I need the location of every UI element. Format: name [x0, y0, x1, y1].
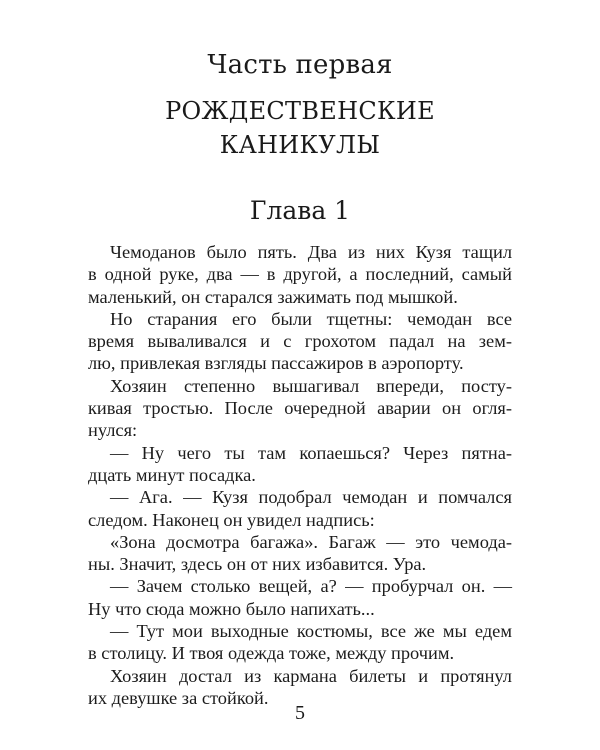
text-line: в одной руке, два — в другой, а последний, самый [88, 264, 512, 285]
text-line: нулся: [88, 420, 138, 441]
part-title-line-1: РОЖДЕСТВЕНСКИЕ [165, 97, 435, 125]
text-line: лю, привлекая взгляды пассажиров в аэропорту. [88, 353, 464, 374]
text-line: кивая тростью. После очередной аварии он огля- [88, 398, 512, 419]
text-line: — Тут мои выходные костюмы, все же мы едем [110, 621, 512, 642]
text-line: ны. Значит, здесь он от них избавится. Ура. [88, 554, 427, 575]
text-line: Ну что сюда можно было напихать... [88, 598, 375, 619]
text-line: Но старания его были тщетны: чемодан все [110, 308, 512, 329]
text-line: Чемоданов было пять. Два из них Кузя тащил [110, 242, 512, 262]
text-line: — Зачем столько вещей, а? — пробурчал он. — [110, 576, 512, 597]
text-line: следом. Наконец он увидел надпись: [88, 509, 375, 530]
text-line: в столицу. И твоя одежда тоже, между прочим. [88, 643, 455, 664]
text-line: «Зона досмотра багажа». Багаж — это чемода- [110, 531, 512, 552]
text-line: Хозяин степенно вышагивал впереди, посту- [110, 375, 512, 396]
text-line: маленький, он старался зажимать под мышкой. [88, 286, 458, 307]
text-line: время вываливался и с грохотом падал на зем- [88, 331, 512, 352]
page-number: 5 [295, 702, 305, 724]
part-title-line-2: КАНИКУЛЫ [219, 131, 381, 159]
chapter-body [88, 241, 512, 709]
text-line: их девушке за стойкой. [88, 687, 269, 708]
part-label: Часть первая [207, 50, 393, 80]
chapter-title: Глава 1 [249, 196, 351, 225]
text-line: — Ну чего ты там копаешься? Через пятна- [110, 442, 512, 463]
text-line: — Ага. — Кузя подобрал чемодан и помчался [110, 487, 512, 508]
text-line: дцать минут посадка. [88, 464, 256, 485]
text-line: Хозяин достал из кармана билеты и протянул [110, 665, 512, 686]
part-title [0, 94, 600, 162]
